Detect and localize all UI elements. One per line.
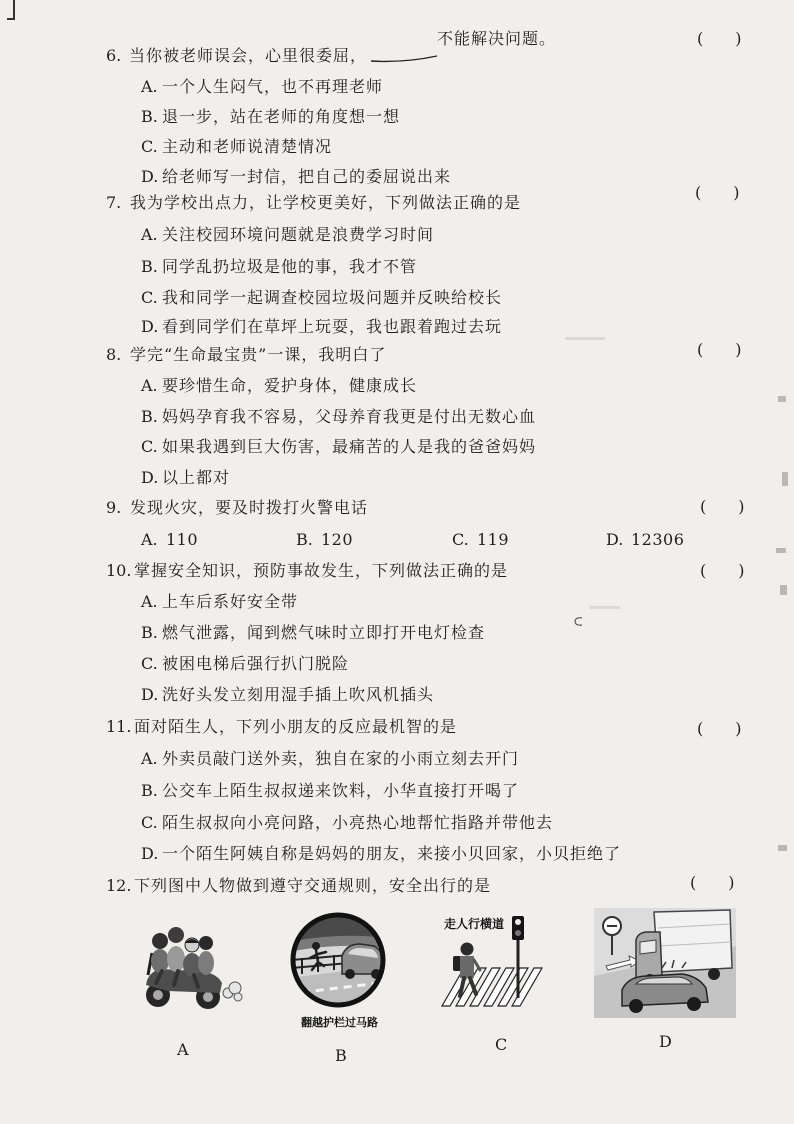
question-number: 9. [106, 498, 122, 517]
option-text: 110 [166, 530, 199, 549]
option-a [141, 225, 434, 245]
option-letter: D. [141, 468, 159, 487]
question-stem: 发现火灾，要及时拨打火警电话 [130, 498, 369, 517]
car [342, 944, 384, 979]
option-d [141, 468, 230, 488]
option-c [452, 530, 509, 550]
option-letter: A. [141, 376, 158, 395]
question-number: 6. [106, 46, 122, 65]
answer-parentheses: ( ) [697, 340, 742, 359]
question-stem-end: 不能解决问题。 [437, 29, 557, 48]
question-number: 7. [106, 193, 122, 212]
option-letter: B. [141, 257, 158, 276]
option-letter: A. [141, 225, 158, 244]
option-a [141, 592, 298, 612]
figure-label-a: A [177, 1040, 189, 1059]
option-letter: C. [141, 654, 158, 673]
option-text: 一个陌生阿姨自称是妈妈的朋友，来接小贝回家，小贝拒绝了 [162, 844, 622, 863]
option-b [296, 530, 353, 550]
option-a [141, 749, 519, 769]
question-stem: 掌握安全知识，预防事故发生，下列做法正确的是 [134, 561, 509, 580]
scan-mark [776, 548, 786, 553]
option-text: 看到同学们在草坪上玩耍，我也跟着跑过去玩 [162, 317, 503, 336]
option-letter: C. [141, 137, 158, 156]
option-letter: D. [141, 167, 159, 186]
option-b [141, 407, 536, 427]
option-letter: B. [141, 407, 158, 426]
option-text: 公交车上陌生叔叔递来饮料，小华直接打开喝了 [162, 781, 520, 800]
scan-mark [778, 396, 786, 402]
option-text: 关注校园环境问题就是浪费学习时间 [162, 225, 435, 244]
scan-mark [565, 337, 605, 340]
option-d [141, 317, 502, 337]
option-c [141, 137, 332, 157]
figure-caption: 翻越护栏过马路 [301, 1016, 378, 1029]
option-b [141, 623, 485, 643]
option-text: 主动和老师说清楚情况 [162, 137, 333, 156]
option-b [141, 107, 400, 127]
option-letter: D. [141, 685, 159, 704]
option-text: 洗好头发立刻用湿手插上吹风机插头 [162, 685, 435, 704]
option-letter: D. [606, 530, 624, 549]
question-stem: 当你被老师误会，心里很委屈， [129, 46, 368, 65]
option-d [141, 844, 621, 864]
option-letter: A. [141, 592, 158, 611]
option-text: 外卖员敲门送外卖，独自在家的小雨立刻去开门 [162, 749, 520, 768]
option-a [141, 77, 383, 97]
option-letter: B. [141, 623, 158, 642]
option-text: 119 [477, 530, 510, 549]
figure-caption: 走人行横道 [444, 917, 505, 931]
figure-label-b: B [335, 1046, 347, 1065]
option-text: 一个人生闷气，也不再理老师 [162, 77, 384, 96]
scan-squiggle [572, 616, 586, 628]
option-c [141, 813, 553, 833]
option-letter: A. [141, 77, 158, 96]
option-letter: C. [141, 813, 158, 832]
option-letter: D. [141, 317, 159, 336]
option-text: 被困电梯后强行扒门脱险 [162, 654, 350, 673]
scan-mark [782, 472, 788, 486]
option-text: 上车后系好安全带 [162, 592, 299, 611]
option-letter: C. [141, 288, 158, 307]
answer-parentheses: ( ) [697, 719, 742, 738]
option-b [141, 781, 519, 801]
option-text: 妈妈孕育我不容易，父母养育我更是付出无数心血 [162, 407, 537, 426]
question-number: 11. [106, 717, 132, 736]
option-text: 要珍惜生命，爱护身体，健康成长 [162, 376, 418, 395]
option-text: 退一步，站在老师的角度想一想 [162, 107, 401, 126]
option-text: 给老师写一封信，把自己的委屈说出来 [162, 167, 452, 186]
option-d [141, 167, 451, 187]
question-stem: 下列图中人物做到遵守交通规则，安全出行的是 [134, 876, 492, 895]
zebra-crossing [442, 968, 542, 1006]
option-letter: B. [141, 107, 158, 126]
option-letter: B. [141, 781, 158, 800]
question-number: 8. [106, 345, 122, 364]
option-text: 如果我遇到巨大伤害，最痛苦的人是我的爸爸妈妈 [162, 437, 537, 456]
exhaust-puff [223, 982, 242, 1001]
option-d [606, 530, 684, 550]
scan-corner-mark [4, 0, 20, 24]
scan-mark [778, 845, 787, 851]
option-letter: A. [141, 530, 158, 549]
option-text: 燃气泄露，闻到燃气味时立即打开电灯检查 [162, 623, 486, 642]
option-letter: D. [141, 844, 159, 863]
option-letter: C. [141, 437, 158, 456]
answer-parentheses: ( ) [695, 183, 740, 202]
fill-in-blank-line [370, 52, 438, 64]
option-c [141, 437, 536, 457]
option-letter: C. [452, 530, 469, 549]
option-text: 120 [321, 530, 354, 549]
option-letter: A. [141, 749, 158, 768]
option-text: 同学乱扔垃圾是他的事，我才不管 [162, 257, 418, 276]
guardrail-icon [288, 908, 388, 1014]
question-number: 12. [106, 876, 132, 895]
answer-parentheses: ( ) [690, 873, 735, 892]
option-d [141, 685, 434, 705]
option-text: 以上都对 [162, 468, 231, 487]
scooter-icon [138, 913, 244, 1011]
figure-label-d: D [659, 1032, 672, 1051]
scan-mark [780, 585, 787, 595]
answer-parentheses: ( ) [700, 561, 745, 580]
question-stem: 面对陌生人，下列小朋友的反应最机智的是 [134, 717, 458, 736]
answer-parentheses: ( ) [700, 497, 745, 516]
question-stem: 我为学校出点力，让学校更美好，下列做法正确的是 [130, 193, 522, 212]
option-text: 陌生叔叔向小亮问路，小亮热心地帮忙指路并带他去 [162, 813, 554, 832]
option-b [141, 257, 417, 277]
answer-parentheses: ( ) [697, 29, 742, 48]
option-a [141, 376, 417, 396]
option-text: 12306 [631, 530, 685, 549]
option-c [141, 654, 349, 674]
question-number: 10. [106, 561, 132, 580]
option-letter: B. [296, 530, 313, 549]
option-text: 我和同学一起调查校园垃圾问题并反映给校长 [162, 288, 503, 307]
option-c [141, 288, 502, 308]
scan-mark [590, 606, 620, 609]
figure-label-c: C [495, 1035, 508, 1054]
question-stem: 学完“生命最宝贵”一课，我明白了 [130, 345, 387, 364]
collision-icon [592, 906, 738, 1020]
option-a [141, 530, 198, 550]
